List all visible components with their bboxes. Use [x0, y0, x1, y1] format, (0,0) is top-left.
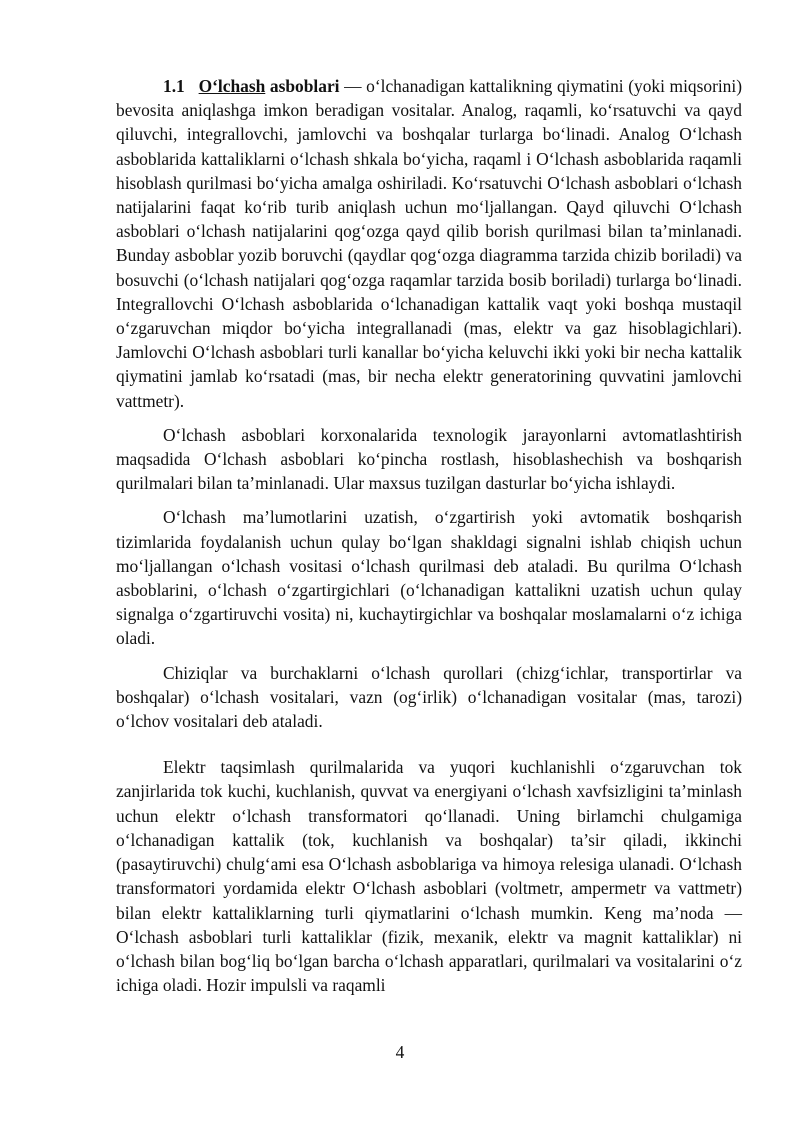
section-term-underlined: O‘lchash: [198, 76, 266, 96]
section-paragraph: [116, 74, 742, 413]
section-term: [199, 76, 340, 96]
paragraph-3: O‘lchash ma’lumotlarini uzatish, o‘zgartirish yoki avtomatik boshqarish tizimlarida foydalanish uchun qulay bo‘lgan shakldagi signalni ishlab chiqish uchun mo‘ljallangan o‘lchash vositasi o‘lchash qurilmasi deb ataladi. Bu qurilma O‘lchash asboblarini, o‘lchash o‘zgartirgichlari (o‘lchanadigan kattalikni uzatish uchun qulay signalga o‘zgartiruvchi vosita) ni, kuchaytirgichlar va boshqalar moslamalarni o‘z ichiga oladi.: [116, 507, 742, 649]
section-term-rest: asboblari: [269, 76, 340, 96]
page-body: [116, 74, 742, 997]
paragraph-5: Elektr taqsimlash qurilmalarida va yuqori kuchlanishli o‘zgaruvchan tok zanjirlarida tok kuchi, kuchlanish, quvvat va energiyani o‘lchash xavfsizligini ta’minlash uchun elektr o‘lchash transformatori qo‘llanadi. Uning birlamchi chulgamiga o‘lchanadigan kattalik (tok, kuchlanish va boshqalar) ta’sir qiladi, ikkinchi (pasaytiruvchi) chulg‘ami esa O‘lchash asboblariga va himoya relesiga ulanadi. O‘lchash transformatori yordamida elektr O‘lchash asboblari (voltmetr, ampermetr va vattmetr) bilan elektr kattaliklarning turli qiymatlarini o‘lchash mumkin. Keng ma’noda — O‘lchash asboblari turli kattaliklar (fizik, mexanik, elektr va magnit kattaliklar) ni o‘lchash bilan bog‘liq bo‘lgan barcha o‘lchash apparatlari, qurilmalari va vositalarini o‘z ichiga oladi. Hozir impulsli va raqamli: [116, 757, 742, 996]
section-definition: — o‘lchanadigan kattalikning qiymatini (yoki miqsorini) bevosita aniqlashga imkon beradigan vositalar. Analog, raqamli, ko‘rsatuvchi va qayd qiluvchi, integrallovchi, jamlovchi va boshqalar turlarga bo‘linadi. Analog O‘lchash asboblarida kattaliklarni o‘lchash shkala bo‘yicha, raqaml i O‘lchash asboblarida raqamli hisoblash qurilmasi bo‘yicha amalga oshiriladi. Ko‘rsatuvchi O‘lchash asboblari o‘lchash natijalarini faqat ko‘rib turib aniqlash uchun mo‘ljallangan. Qayd qiluvchi O‘lchash asboblari o‘lchash natijalarini qog‘ozga qayd qilib borish qurilmasi bilan ta’minlanadi. Bunday asboblar yozib boruvchi (qaydlar qog‘ozga diagramma tarzida chizib boriladi) va bosuvchi (o‘lchash natijalari qog‘ozga raqamlar tarzida bosib boriladi) turlarga bo‘linadi. Integrallovchi O‘lchash asboblarida o‘lchanadigan kattalik vaqt yoki boshqa mustaqil o‘zgaruvchan miqdor bo‘yicha integrallanadi (mas, elektr va gaz hisoblagichlari). Jamlovchi O‘lchash asboblari turli kanallar bo‘yicha keluvchi ikki yoki bir necha kattalik qiymatini jamlab ko‘rsatadi (mas, bir necha elektr generatorining quvvatini jamlovchi vattmetr).: [116, 76, 743, 411]
page-number: 4: [395, 1042, 405, 1062]
section-number: 1.1: [163, 76, 185, 96]
paragraph-2: O‘lchash asboblari korxonalarida texnologik jarayonlarni avtomatlashtirish maqsadida O‘lchash asboblari ko‘pincha rostlash, hisoblashechish va boshqarish qurilmalari bilan ta’minlanadi. Ular maxsus tuzilgan dasturlar bo‘yicha ishlaydi.: [116, 424, 742, 494]
paragraph-4: Chiziqlar va burchaklarni o‘lchash qurollari (chizg‘ichlar, transportirlar va boshqalar) o‘lchash vositalari, vazn (og‘irlik) o‘lchanadigan vositalar (mas, tarozi) o‘lchov vositalari deb ataladi.: [116, 662, 742, 732]
